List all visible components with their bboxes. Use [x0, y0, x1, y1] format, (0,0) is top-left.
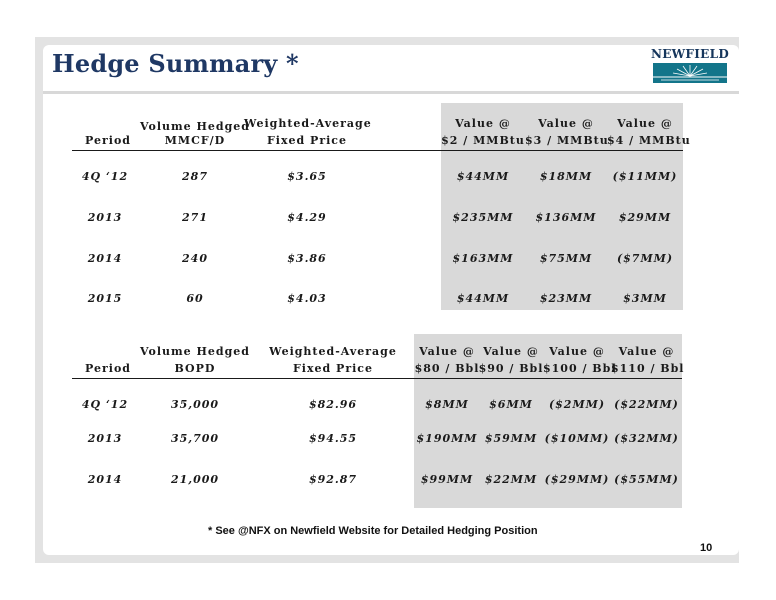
oil-header-price-2: Fixed Price	[292, 362, 373, 375]
oil-header-volume-2: BOPD	[174, 362, 216, 375]
gas-row-1-value2: $18MM	[539, 170, 593, 183]
gas-row-4-value1: $44MM	[456, 292, 510, 305]
oil-row-3-value1: $99MM	[420, 473, 474, 486]
title-divider	[43, 91, 739, 94]
gas-header-price-2: Fixed Price	[266, 134, 347, 147]
oil-header-value2-2: $90 / Bbl	[478, 362, 544, 375]
gas-row-1-period: 4Q ‘12	[81, 170, 129, 183]
page-title: Hedge Summary *	[52, 49, 299, 78]
logo-text: NEWFIELD	[650, 47, 730, 61]
gas-header-value1-2: $2 / MMBtu	[441, 134, 525, 147]
oil-row-1-period: 4Q ‘12	[81, 398, 129, 411]
oil-row-2-value3: ($10MM)	[544, 432, 610, 445]
oil-header-value3-1: Value @	[549, 345, 605, 358]
gas-header-value2-1: Value @	[538, 117, 594, 130]
gas-row-4-price: $4.03	[287, 292, 327, 305]
footnote: * See @NFX on Newfield Website for Detailed Hedging Position	[208, 525, 538, 537]
oil-row-2-value1: $190MM	[416, 432, 478, 445]
oil-row-1-value4: ($22MM)	[614, 398, 679, 411]
gas-row-3-price: $3.86	[287, 252, 327, 265]
gas-row-2-period: 2013	[87, 211, 123, 224]
oil-row-3-volume: 21,000	[170, 473, 220, 486]
gas-row-2-price: $4.29	[287, 211, 327, 224]
oil-row-1-value3: ($2MM)	[548, 398, 606, 411]
gas-row-3-value2: $75MM	[539, 252, 593, 265]
oil-row-1-volume: 35,000	[170, 398, 220, 411]
gas-row-2-value3: $29MM	[618, 211, 672, 224]
oil-header-value4-1: Value @	[618, 345, 675, 358]
gas-row-2-volume: 271	[182, 211, 208, 224]
gas-row-4-volume: 60	[186, 292, 204, 305]
gas-row-3-period: 2014	[87, 252, 123, 265]
oil-row-2-value4: ($32MM)	[614, 432, 679, 445]
gas-header-rule	[72, 150, 683, 151]
oil-header-value4-2: $110 / Bbl	[611, 362, 685, 375]
gas-row-4-period: 2015	[87, 292, 123, 305]
page-number: 10	[700, 542, 713, 554]
gas-row-1-price: $3.65	[287, 170, 327, 183]
gas-header-price-1: Weighted-Average	[244, 117, 372, 130]
oil-header-value2-1: Value @	[483, 345, 539, 358]
oil-row-3-value4: ($55MM)	[614, 473, 679, 486]
gas-header-value1-1: Value @	[455, 117, 511, 130]
oil-header-period: Period	[85, 362, 131, 375]
gas-header-value3-1: Value @	[617, 117, 673, 130]
oil-row-3-price: $92.87	[308, 473, 358, 486]
oil-row-2-value2: $59MM	[484, 432, 538, 445]
oil-row-1-price: $82.96	[308, 398, 358, 411]
oil-row-1-value2: $6MM	[489, 398, 533, 411]
oil-row-2-volume: 35,700	[170, 432, 220, 445]
gas-header-volume-2: MMCF/D	[164, 134, 226, 147]
gas-row-1-value3: ($11MM)	[612, 170, 678, 183]
oil-header-price-1: Weighted-Average	[269, 345, 397, 358]
gas-header-period: Period	[85, 134, 131, 147]
gas-row-1-volume: 287	[182, 170, 208, 183]
oil-header-rule	[72, 378, 682, 379]
oil-row-3-period: 2014	[87, 473, 123, 486]
oil-row-1-value1: $8MM	[425, 398, 469, 411]
logo-emblem	[653, 63, 727, 83]
oil-row-3-value3: ($29MM)	[544, 473, 610, 486]
sunburst-icon	[653, 63, 727, 83]
gas-row-4-value2: $23MM	[539, 292, 593, 305]
gas-row-4-value3: $3MM	[623, 292, 667, 305]
gas-header-volume-1: Volume Hedged	[140, 120, 250, 133]
oil-header-value1-2: $80 / Bbl	[414, 362, 480, 375]
gas-row-1-value1: $44MM	[456, 170, 510, 183]
gas-header-value3-2: $4 / MMBtu	[607, 134, 691, 147]
oil-row-2-price: $94.55	[308, 432, 358, 445]
gas-row-2-value1: $235MM	[452, 211, 514, 224]
newfield-logo	[650, 47, 730, 85]
oil-header-value3-2: $100 / Bbl	[543, 362, 617, 375]
gas-row-3-value1: $163MM	[452, 252, 514, 265]
oil-row-2-period: 2013	[87, 432, 123, 445]
gas-row-3-volume: 240	[182, 252, 208, 265]
oil-row-3-value2: $22MM	[484, 473, 538, 486]
gas-header-value2-2: $3 / MMBtu	[525, 134, 609, 147]
gas-row-3-value3: ($7MM)	[616, 252, 674, 265]
oil-header-volume-1: Volume Hedged	[140, 345, 250, 358]
oil-header-value1-1: Value @	[419, 345, 475, 358]
gas-row-2-value2: $136MM	[535, 211, 597, 224]
